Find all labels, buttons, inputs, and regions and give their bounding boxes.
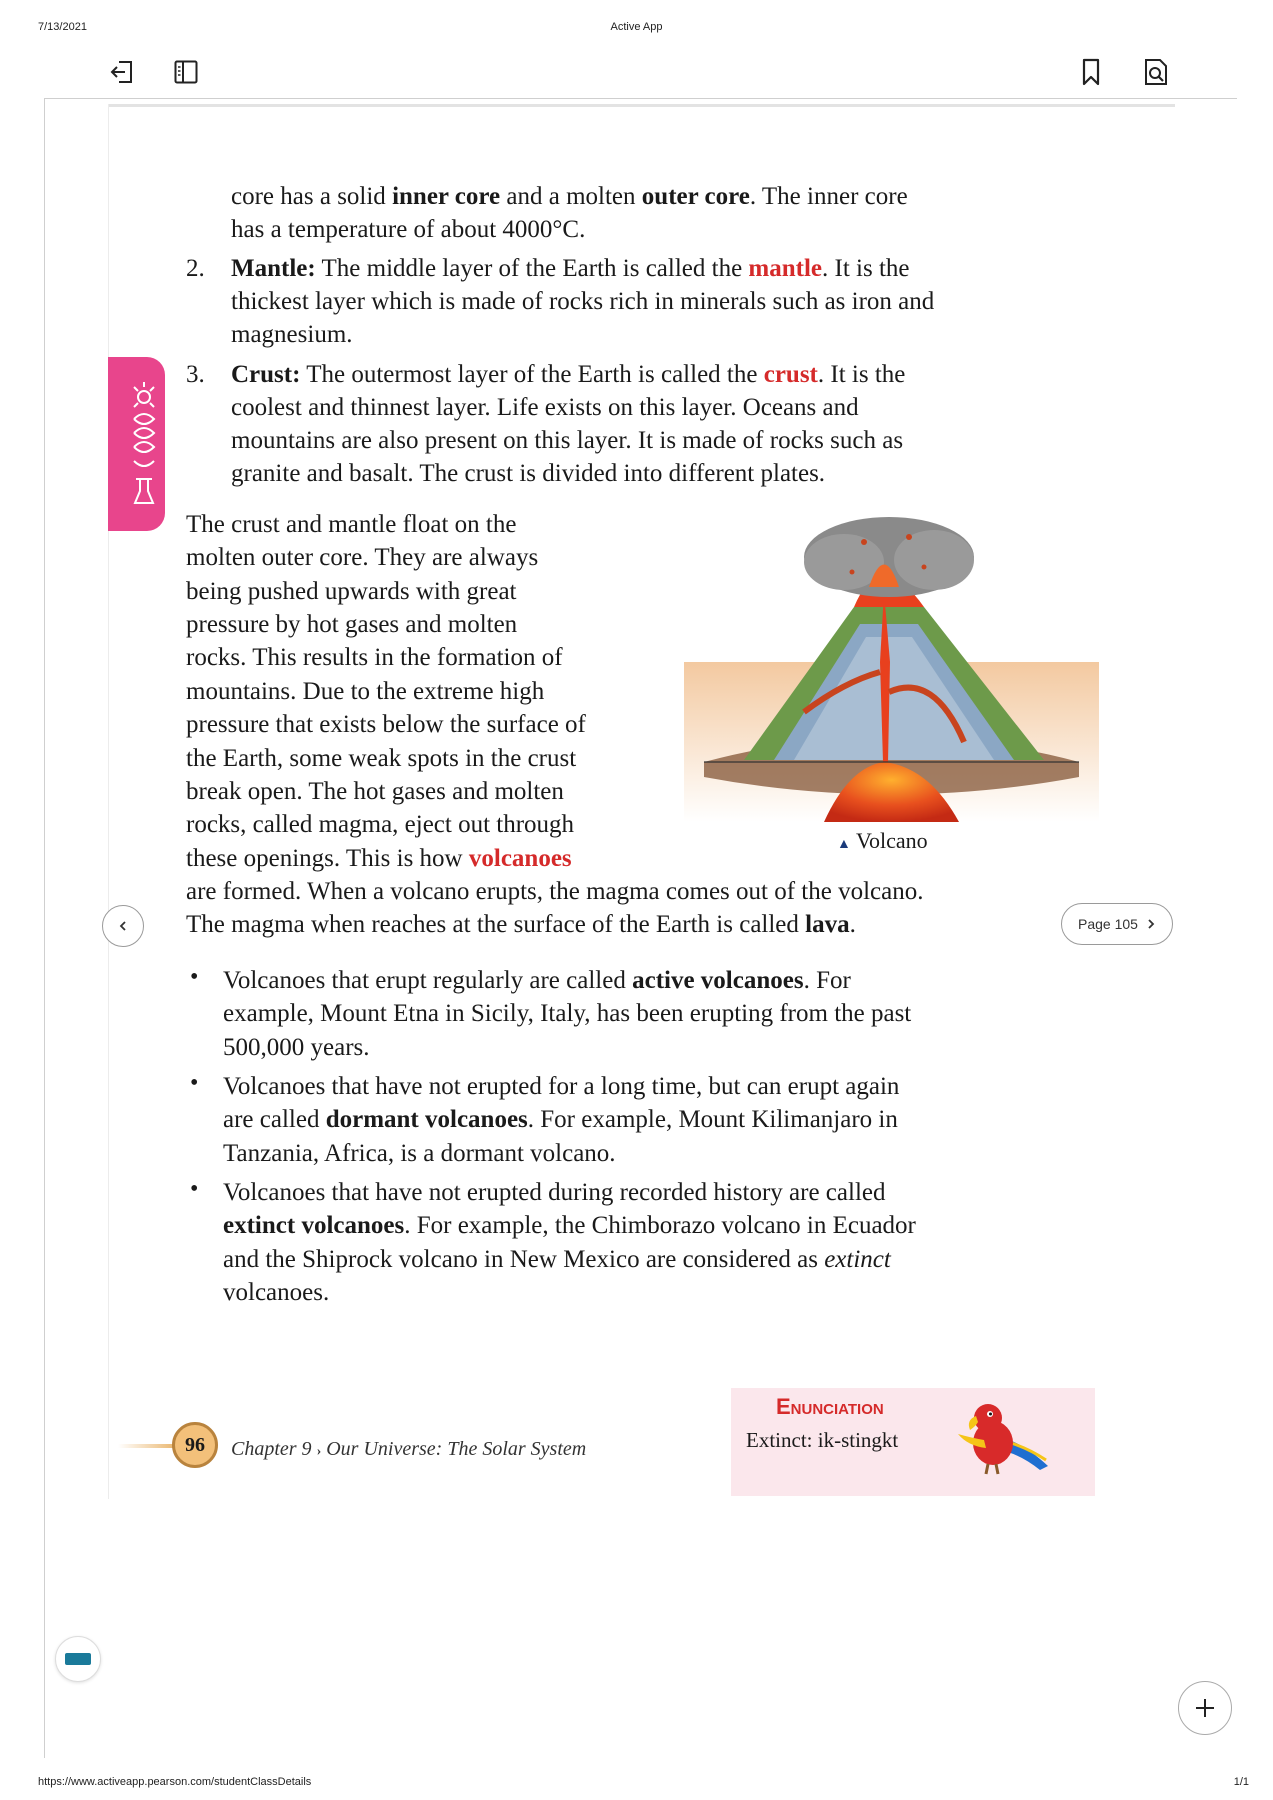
sidebar-panel-icon — [173, 59, 199, 85]
page-number-badge: 96 — [172, 1422, 218, 1468]
enunciation-text: Extinct: ik-stingkt — [746, 1428, 899, 1452]
active-line-1: Volcanoes that erupt regularly are called active volcanoes. For — [223, 967, 851, 994]
crust-line-2: coolest and thinnest layer. Life exists on this layer. Oceans and — [231, 394, 859, 421]
active-line-3: 500,000 years. — [223, 1034, 370, 1061]
para-line: The crust and mantle float on the — [186, 511, 517, 538]
para-line: pressure by hot gases and molten — [186, 611, 518, 638]
figure-caption: ▲ Volcano — [837, 828, 928, 853]
crust-line-3: mountains are also present on this layer. It is made of rocks such as — [231, 427, 904, 454]
mantle-line-3: magnesium. — [231, 321, 353, 348]
list-number: 3. — [186, 361, 205, 388]
para-line: rocks, called magma, eject out through — [186, 811, 575, 838]
parrot-illustration — [948, 1398, 1056, 1482]
viewer-frame-left — [44, 98, 45, 1758]
crust-line-1: Crust: The outermost layer of the Earth is called the crust. It is the — [231, 361, 906, 388]
dormant-line-2: are called dormant volcanoes. For example, Mount Kilimanjaro in — [223, 1106, 898, 1133]
para-line: pressure that exists below the surface of — [186, 711, 586, 738]
print-url: https://www.activeapp.pearson.com/studentClassDetails — [38, 1776, 312, 1788]
add-button[interactable] — [1178, 1681, 1232, 1735]
caption-triangle-icon: ▲ — [837, 837, 851, 852]
sidebar-toggle-button[interactable] — [169, 55, 203, 89]
list-number: 2. — [186, 255, 205, 282]
footer-streak — [118, 1444, 178, 1448]
highlight-tool-button[interactable] — [55, 1636, 101, 1682]
search-page-icon — [1142, 58, 1170, 86]
page-label: Page 105 — [1078, 916, 1138, 932]
para-line: rocks. This results in the formation of — [186, 644, 563, 671]
next-page-button[interactable] — [1061, 903, 1173, 945]
volcano-illustration — [684, 512, 1099, 822]
highlight-icon — [65, 1653, 91, 1665]
dormant-line-1: Volcanoes that have not erupted for a long time, but can erupt again — [223, 1073, 900, 1100]
bullet-icon: • — [190, 1070, 199, 1096]
print-title: Active App — [610, 21, 663, 33]
enunciation-title: Enunciation — [776, 1394, 884, 1419]
para-line: these openings. This is how volcanoes — [186, 845, 572, 872]
extinct-line-3: and the Shiprock volcano in New Mexico are considered as extinct — [223, 1246, 891, 1273]
search-page-button[interactable] — [1139, 55, 1173, 89]
mantle-line-1: Mantle: The middle layer of the Earth is called the mantle. It is the — [231, 255, 910, 282]
science-tab — [108, 357, 165, 531]
chevron-right-icon: › — [316, 1444, 322, 1459]
page-top-edge — [108, 104, 1175, 107]
previous-page-button[interactable] — [102, 905, 144, 947]
exit-icon — [109, 59, 135, 85]
para-line: being pushed upwards with great — [186, 578, 517, 605]
intro-line-1: core has a solid inner core and a molten outer core. The inner core — [231, 183, 908, 210]
extinct-line-4: volcanoes. — [223, 1279, 330, 1306]
para-line: break open. The hot gases and molten — [186, 778, 564, 805]
science-tab-icon — [108, 357, 165, 531]
bullet-icon: • — [190, 964, 199, 990]
plus-icon — [1193, 1696, 1217, 1720]
mantle-line-2: thickest layer which is made of rocks rich in minerals such as iron and — [231, 288, 935, 315]
intro-line-2: has a temperature of about 4000°C. — [231, 216, 586, 243]
para-line: mountains. Due to the extreme high — [186, 678, 545, 705]
para-line: the Earth, some weak spots in the crust — [186, 745, 577, 772]
print-page-count: 1/1 — [1233, 1776, 1249, 1788]
page-left-edge — [108, 104, 109, 1499]
para-line: molten outer core. They are always — [186, 544, 539, 571]
para-line: The magma when reaches at the surface of the Earth is called lava. — [186, 911, 856, 938]
active-line-2: example, Mount Etna in Sicily, Italy, has been erupting from the past — [223, 1000, 912, 1027]
para-line: are formed. When a volcano erupts, the magma comes out of the volcano. — [186, 878, 924, 905]
bookmark-icon — [1078, 58, 1104, 86]
footer-chapter: Chapter 9 › Our Universe: The Solar System — [231, 1438, 587, 1460]
bookmark-button[interactable] — [1074, 55, 1108, 89]
print-date: 7/13/2021 — [38, 21, 87, 33]
crust-line-4: granite and basalt. The crust is divided into different plates. — [231, 460, 826, 487]
chevron-left-icon — [117, 920, 129, 932]
exit-button[interactable] — [105, 55, 139, 89]
extinct-line-1: Volcanoes that have not erupted during recorded history are called — [223, 1179, 886, 1206]
bullet-icon: • — [190, 1176, 199, 1202]
extinct-line-2: extinct volcanoes. For example, the Chimborazo volcano in Ecuador — [223, 1212, 916, 1239]
chevron-right-icon — [1146, 918, 1156, 930]
dormant-line-3: Tanzania, Africa, is a dormant volcano. — [223, 1140, 616, 1167]
viewer-frame-top — [44, 98, 1237, 99]
